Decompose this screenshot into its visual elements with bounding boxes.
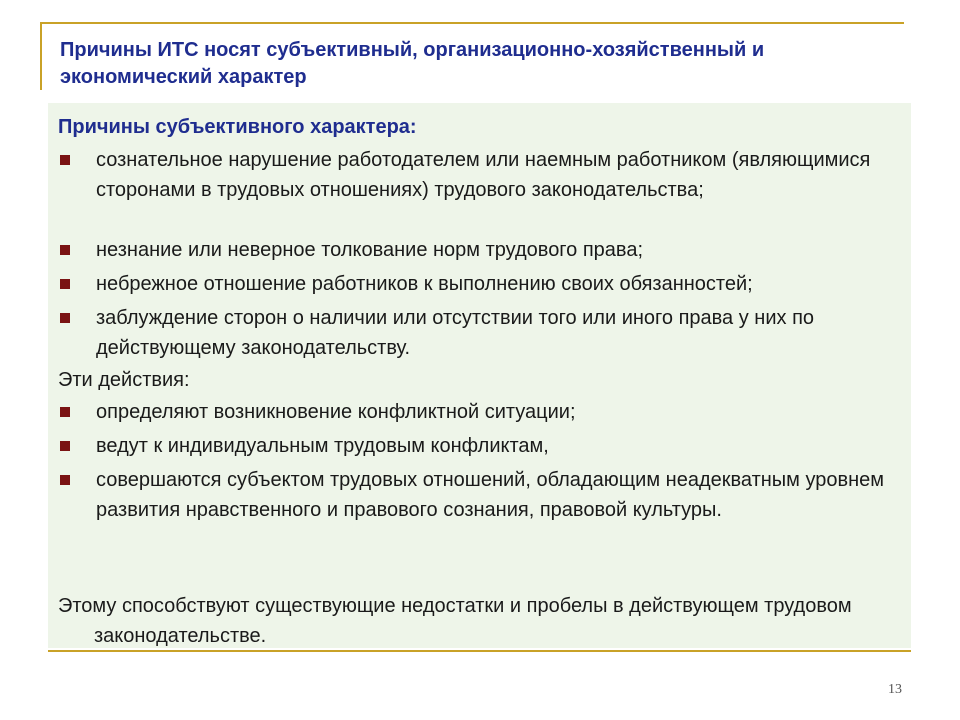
square-bullet-icon <box>60 407 70 417</box>
action-text: определяют возникновение конфликтной ситуации; <box>96 401 576 423</box>
action-item <box>58 465 908 525</box>
cause-item <box>58 303 908 363</box>
cause-text: небрежное отношение работников к выполнению своих обязанностей; <box>96 273 753 295</box>
action-text: ведут к индивидуальным трудовым конфликтам, <box>96 435 549 457</box>
cause-text: заблуждение сторон о наличии или отсутствии того или иного права у них по действующему законодательству. <box>96 307 815 359</box>
square-bullet-icon <box>60 441 70 451</box>
square-bullet-icon <box>60 279 70 289</box>
square-bullet-icon <box>60 313 70 323</box>
square-bullet-icon <box>60 475 70 485</box>
cause-item <box>58 235 908 265</box>
actions-label: Эти действия: <box>58 369 190 391</box>
content-panel <box>48 103 911 648</box>
cause-text: незнание или неверное толкование норм трудового права; <box>96 239 644 261</box>
action-text: совершаются субъектом трудовых отношений, обладающим неадекватным уровнем развития нравственного и правового сознания, правовой культуры. <box>96 469 885 521</box>
content-bottom-line <box>48 650 911 652</box>
page-number: 13 <box>888 682 902 697</box>
action-item <box>58 397 908 427</box>
square-bullet-icon <box>60 245 70 255</box>
action-item <box>58 431 908 461</box>
subjective-causes-heading: Причины субъективного характера: <box>58 116 417 138</box>
slide-title: Причины ИТС носят субъективный, организационно-хозяйственный и экономический характер <box>60 39 765 88</box>
square-bullet-icon <box>60 155 70 165</box>
cause-text: сознательное нарушение работодателем или наемным работником (являющимися сторонами в трудовых отношениях) трудового законодательства; <box>96 149 871 201</box>
cause-item <box>58 145 908 205</box>
title-frame-top-line <box>40 22 904 24</box>
title-frame-left-line <box>40 22 42 90</box>
closing-statement: Этому способствуют существующие недостатки и пробелы в действующем трудовом законодательстве. <box>58 595 852 647</box>
cause-item <box>58 269 908 299</box>
